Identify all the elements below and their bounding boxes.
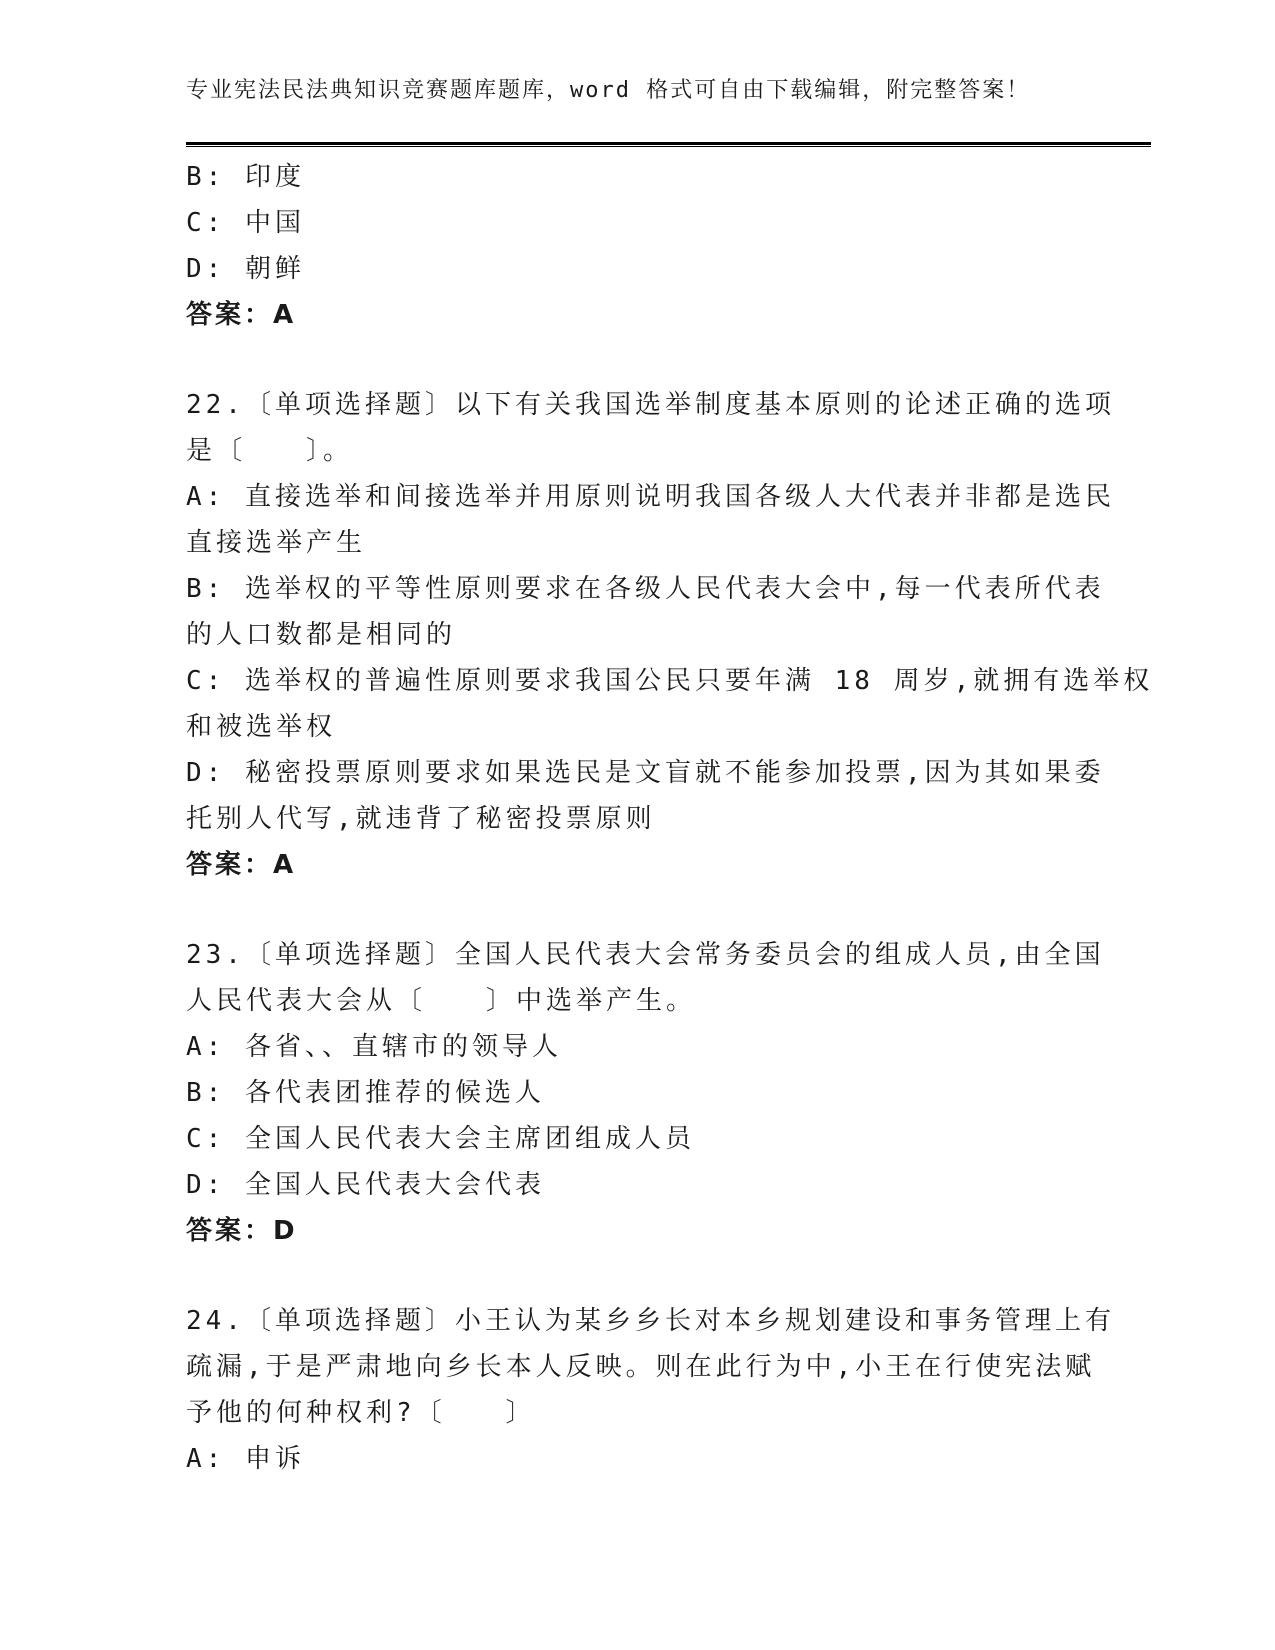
answer-line: 答案：D (186, 1216, 298, 1246)
question-stem-line: 23.〔单项选择题〕全国人民代表大会常务委员会的组成人员,由全国 (186, 940, 1105, 970)
option-line: A: 直接选举和间接选举并用原则说明我国各级人大代表并非都是选民 (186, 482, 1115, 512)
question-23 (186, 932, 1105, 1254)
option-line: 托别人代写,就违背了秘密投票原则 (186, 804, 656, 834)
question-stem-line: 是〔 〕。 (186, 436, 354, 466)
answer-line: 答案：A (186, 850, 297, 880)
option-line: A: 申诉 (186, 1444, 305, 1474)
page-header: 专业宪法民法典知识竞赛题库题库，word 格式可自由下载编辑，附完整答案！ (186, 78, 1031, 103)
question-24 (186, 1298, 1115, 1482)
option-line: D: 全国人民代表大会代表 (186, 1170, 545, 1200)
header-divider (186, 142, 1151, 147)
option-line: B: 各代表团推荐的候选人 (186, 1078, 545, 1108)
spacer (186, 888, 1076, 932)
question-stem-line: 22.〔单项选择题〕以下有关我国选举制度基本原则的论述正确的选项 (186, 390, 1115, 420)
option-line: D: 朝鲜 (186, 254, 305, 284)
option-line: 的人口数都是相同的 (186, 620, 457, 650)
document-body (186, 154, 1154, 1482)
carryover-block (186, 154, 1076, 338)
option-line: D: 秘密投票原则要求如果选民是文盲就不能参加投票,因为其如果委 (186, 758, 1105, 788)
spacer (186, 1254, 1076, 1298)
question-stem-line: 予他的何种权利?〔 〕 (186, 1398, 536, 1428)
option-line: B: 选举权的平等性原则要求在各级人民代表大会中,每一代表所代表 (186, 574, 1105, 604)
question-stem-line: 疏漏,于是严肃地向乡长本人反映。则在此行为中,小王在行使宪法赋 (186, 1352, 1096, 1382)
option-line: 直接选举产生 (186, 528, 367, 558)
option-line: C: 选举权的普遍性原则要求我国公民只要年满 18 周岁,就拥有选举权 (186, 666, 1154, 696)
option-line: C: 中国 (186, 208, 305, 238)
question-stem-line: 24.〔单项选择题〕小王认为某乡乡长对本乡规划建设和事务管理上有 (186, 1306, 1115, 1336)
answer-line: 答案：A (186, 300, 297, 330)
option-line: A: 各省、、直辖市的领导人 (186, 1032, 562, 1062)
option-line: C: 全国人民代表大会主席团组成人员 (186, 1124, 695, 1154)
question-stem-line: 人民代表大会从〔 〕中选举产生。 (186, 986, 697, 1016)
spacer (186, 338, 1076, 382)
option-line: B: 印度 (186, 162, 305, 192)
option-line: 和被选举权 (186, 712, 337, 742)
question-22 (186, 382, 1154, 888)
